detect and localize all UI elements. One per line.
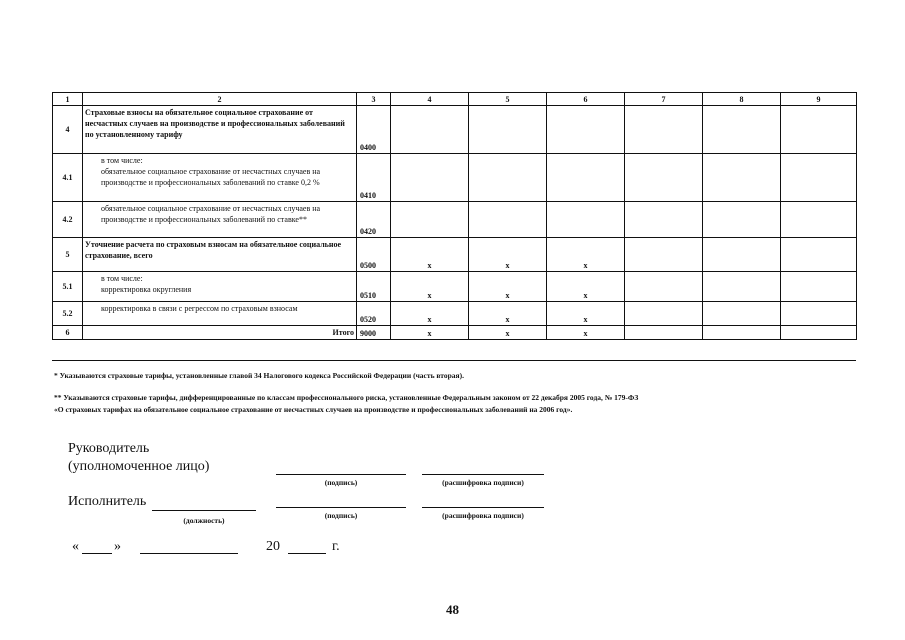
value-cell <box>469 202 547 238</box>
row-description <box>83 272 357 302</box>
row-number: 4.1 <box>53 154 83 202</box>
executor-decode-caption: (расшифровка подписи) <box>442 511 524 520</box>
date-close-quote: » <box>114 539 121 554</box>
value-cell <box>781 302 857 326</box>
total-row <box>53 326 857 340</box>
insurance-contributions-table <box>52 92 857 340</box>
footnote-2-line2: «О страховых тарифах на обязательное социальное страхование от несчастных случаев на производстве и профессиональных заболеваний на 2006 год». <box>54 405 573 414</box>
row-description <box>83 238 357 272</box>
row-number: 6 <box>53 326 83 340</box>
value-cell <box>781 238 857 272</box>
value-cell <box>547 154 625 202</box>
date-open-quote: « <box>72 539 79 554</box>
value-cell <box>625 154 703 202</box>
row-code: 9000 <box>357 326 391 340</box>
table-header-row <box>53 93 857 106</box>
date-year-prefix: 20 <box>266 539 280 554</box>
value-cell <box>703 202 781 238</box>
total-label: Итого <box>83 326 357 340</box>
value-cell: x <box>469 302 547 326</box>
value-cell <box>391 106 469 154</box>
table-row <box>53 202 857 238</box>
table-row <box>53 154 857 202</box>
table-row <box>53 106 857 154</box>
column-header: 1 <box>53 93 83 106</box>
row-code: 0510 <box>357 272 391 302</box>
head-decode-line <box>422 474 544 475</box>
value-cell <box>625 302 703 326</box>
value-cell <box>703 154 781 202</box>
head-subtitle: (уполномоченное лицо) <box>68 459 210 474</box>
column-header: 2 <box>83 93 357 106</box>
value-cell <box>547 202 625 238</box>
row-code: 0500 <box>357 238 391 272</box>
value-cell: x <box>391 272 469 302</box>
footnote-1: * Указываются страховые тарифы, установленные главой 34 Налогового кодекса Российской Федерации (часть вторая). <box>54 371 464 380</box>
value-cell <box>625 326 703 340</box>
value-cell <box>625 238 703 272</box>
value-cell <box>469 154 547 202</box>
head-signature-line <box>276 474 406 475</box>
row-code: 0410 <box>357 154 391 202</box>
column-header: 6 <box>547 93 625 106</box>
footnote-divider <box>52 360 856 361</box>
column-header: 4 <box>391 93 469 106</box>
row-number: 4.2 <box>53 202 83 238</box>
executor-decode-line <box>422 507 544 508</box>
value-cell <box>547 106 625 154</box>
row-subtitle: в том числе: <box>101 156 143 165</box>
value-cell <box>703 302 781 326</box>
value-cell <box>469 106 547 154</box>
row-title: Уточнение расчета по страховым взносам на обязательное социальное страхование, всего <box>85 240 342 260</box>
column-header: 3 <box>357 93 391 106</box>
row-description <box>83 302 357 326</box>
row-code: 0400 <box>357 106 391 154</box>
page-number: 48 <box>446 602 459 617</box>
date-year-suffix: г. <box>332 539 340 554</box>
value-cell: x <box>547 238 625 272</box>
executor-position-line <box>152 510 256 511</box>
date-day-line <box>82 553 112 554</box>
head-decode-caption: (расшифровка подписи) <box>442 478 524 487</box>
row-subtitle: в том числе: <box>101 274 143 283</box>
value-cell <box>391 202 469 238</box>
head-signature-caption: (подпись) <box>324 478 358 487</box>
value-cell <box>703 326 781 340</box>
value-cell: x <box>469 272 547 302</box>
row-number: 4 <box>53 106 83 154</box>
value-cell: x <box>391 302 469 326</box>
value-cell: x <box>469 238 547 272</box>
row-number: 5 <box>53 238 83 272</box>
value-cell <box>703 272 781 302</box>
column-header: 5 <box>469 93 547 106</box>
executor-signature-line <box>276 507 406 508</box>
executor-position-caption: (должность) <box>183 516 225 525</box>
executor-title: Исполнитель <box>68 494 147 509</box>
value-cell <box>781 202 857 238</box>
head-title: Руководитель <box>68 441 150 456</box>
column-header: 8 <box>703 93 781 106</box>
value-cell <box>625 106 703 154</box>
value-cell <box>703 238 781 272</box>
value-cell: x <box>391 238 469 272</box>
row-title: Страховые взносы на обязательное социальное страхование от несчастных случаев на производстве и профессиональных заболеваний по установленному тарифу <box>85 108 345 139</box>
row-text: обязательное социальное страхование от несчастных случаев на производстве и профессиональных заболеваний по ставке 0,2 % <box>101 167 321 187</box>
value-cell <box>391 154 469 202</box>
row-description <box>83 154 357 202</box>
column-header: 9 <box>781 93 857 106</box>
row-number: 5.2 <box>53 302 83 326</box>
row-description <box>83 106 357 154</box>
value-cell <box>703 106 781 154</box>
table-row <box>53 302 857 326</box>
row-description <box>83 202 357 238</box>
footnote-2-line1: ** Указываются страховые тарифы, дифференцированные по классам профессионального риска, установленные Федеральным законом от 22 декабря 2005 года, № 179-ФЗ <box>54 393 639 402</box>
row-code: 0520 <box>357 302 391 326</box>
table-row <box>53 272 857 302</box>
date-year-line <box>288 553 326 554</box>
column-header: 7 <box>625 93 703 106</box>
value-cell: x <box>547 272 625 302</box>
value-cell: x <box>547 302 625 326</box>
row-text: обязательное социальное страхование от несчастных случаев на производстве и профессиональных заболеваний по ставке** <box>101 204 321 224</box>
value-cell <box>625 272 703 302</box>
value-cell <box>781 326 857 340</box>
row-code: 0420 <box>357 202 391 238</box>
table-row <box>53 238 857 272</box>
value-cell <box>781 106 857 154</box>
row-text: корректировка в связи с регрессом по страховым взносам <box>101 304 298 313</box>
row-number: 5.1 <box>53 272 83 302</box>
row-text: корректировка округления <box>101 285 192 294</box>
value-cell: x <box>547 326 625 340</box>
date-month-line <box>140 553 238 554</box>
executor-signature-caption: (подпись) <box>324 511 358 520</box>
value-cell: x <box>391 326 469 340</box>
value-cell <box>625 202 703 238</box>
value-cell: x <box>469 326 547 340</box>
value-cell <box>781 154 857 202</box>
value-cell <box>781 272 857 302</box>
